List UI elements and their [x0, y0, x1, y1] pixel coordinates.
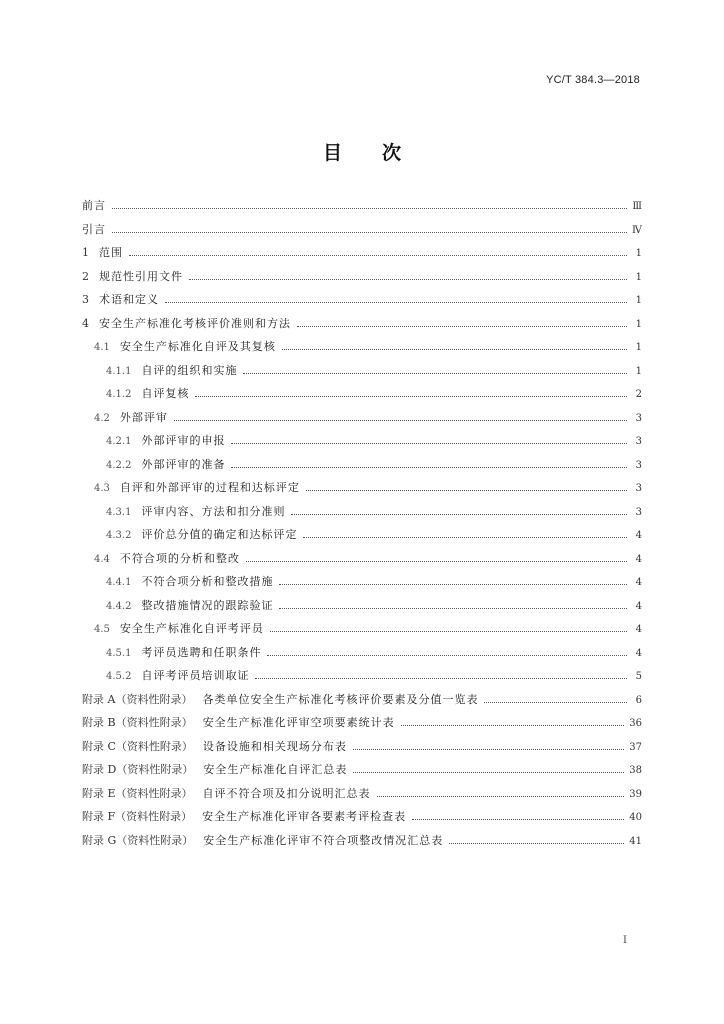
toc-leader-dots: [279, 583, 627, 585]
toc-entry-number: 附录 F（资料性附录）: [82, 810, 193, 823]
toc-entry-title: 自评和外部评审的过程和达标评定: [119, 481, 300, 494]
toc-entry-title: 术语和定义: [99, 293, 159, 306]
toc-leader-dots: [282, 348, 627, 350]
toc-entry-number: 4.5: [94, 624, 110, 635]
toc-entry-page: 4: [635, 624, 642, 635]
toc-entry[interactable]: [82, 644, 642, 668]
toc-entry[interactable]: [82, 338, 642, 362]
toc-entry-page: 2: [635, 389, 642, 400]
toc-entry-page: Ⅲ: [632, 201, 642, 212]
toc-entry-title: 外部评审: [119, 410, 168, 424]
toc-entry[interactable]: [82, 385, 642, 409]
toc-entry-page: 3: [635, 459, 642, 471]
toc-entry-page: 1: [635, 295, 642, 306]
toc-entry-number: 4.3.2: [106, 530, 132, 541]
toc-entry[interactable]: [82, 479, 642, 503]
toc-entry-title: 整改措施情况的跟踪验证: [141, 598, 274, 612]
toc-entry-number: 附录 A（资料性附录）: [82, 692, 193, 706]
toc-entry-number: 附录 E（资料性附录）: [82, 786, 193, 800]
toc-entry[interactable]: [82, 785, 642, 809]
toc-leader-dots: [112, 207, 627, 209]
toc-leader-dots: [291, 513, 627, 515]
toc-entry-title: 外部评审的准备: [141, 457, 226, 471]
toc-entry-title: 安全生产标准化自评及其复核: [119, 340, 276, 353]
toc-leader-dots: [412, 818, 624, 820]
toc-entry[interactable]: [82, 221, 642, 245]
toc-entry-title: 安全生产标准化考核评价准则和方法: [99, 316, 291, 330]
toc-entry-page: 1: [635, 271, 642, 283]
toc-entry[interactable]: [82, 597, 642, 621]
toc-entry-page: 1: [635, 365, 642, 377]
toc-entry-page: 41: [629, 835, 642, 847]
toc-entry-title: 自评考评员培训取证: [141, 669, 250, 682]
title-char-1: 目: [322, 142, 342, 164]
toc-leader-dots: [231, 466, 627, 468]
toc-entry[interactable]: [82, 291, 642, 315]
toc-entry-page: 38: [629, 765, 642, 776]
toc-entry-title: 自评不符合项及扣分说明汇总表: [202, 786, 371, 800]
toc-entry-title: 评审内容、方法和扣分准则: [141, 504, 286, 518]
toc-entry[interactable]: [82, 456, 642, 480]
toc-entry-number: 3: [82, 293, 89, 306]
toc-entry-title: 安全生产标准化自评考评员: [119, 622, 264, 635]
toc-entry[interactable]: [82, 244, 642, 268]
toc-entry-title: 评价总分值的确定和达标评定: [141, 528, 298, 541]
toc-entry-page: 6: [635, 694, 642, 706]
toc-leader-dots: [231, 442, 627, 444]
toc-entry[interactable]: [82, 526, 642, 550]
toc-entry-title: 不符合项分析和整改措施: [141, 575, 274, 588]
toc-entry-page: 1: [635, 248, 642, 259]
toc-leader-dots: [279, 607, 627, 609]
table-of-contents: [82, 197, 642, 855]
toc-entry[interactable]: [82, 691, 642, 715]
toc-entry[interactable]: [82, 362, 642, 386]
toc-entry-page: 40: [629, 812, 642, 823]
toc-entry-page: 4: [635, 553, 642, 565]
toc-leader-dots: [246, 560, 627, 562]
toc-entry-page: 3: [635, 436, 642, 447]
toc-entry-number: 附录 G（资料性附录）: [82, 833, 194, 847]
toc-entry-title: 外部评审的申报: [141, 434, 226, 447]
toc-entry-number: 附录 B（资料性附录）: [82, 716, 193, 729]
toc-entry-number: 4: [82, 316, 89, 330]
toc-entry[interactable]: [82, 620, 642, 644]
toc-entry[interactable]: [82, 573, 642, 597]
toc-leader-dots: [401, 724, 625, 726]
toc-entry-number: 4.1.2: [106, 389, 132, 400]
toc-entry-page: 36: [629, 718, 642, 729]
toc-entry-page: 1: [635, 318, 642, 330]
toc-leader-dots: [270, 630, 627, 632]
toc-entry[interactable]: [82, 550, 642, 574]
toc-entry[interactable]: [82, 409, 642, 433]
standard-code: YC/T 384.3—2018: [546, 74, 640, 86]
toc-leader-dots: [189, 278, 627, 280]
toc-leader-dots: [484, 701, 627, 703]
toc-entry-page: Ⅳ: [632, 224, 642, 236]
toc-entry-number: 4.3: [94, 483, 110, 494]
toc-entry-title: 前言: [82, 199, 106, 212]
toc-leader-dots: [255, 677, 627, 679]
page-title: [0, 138, 724, 165]
toc-entry-number: 4.5.2: [106, 671, 132, 682]
toc-leader-dots: [353, 748, 624, 750]
toc-entry-title: 安全生产标准化自评汇总表: [203, 763, 348, 776]
page-number: I: [623, 935, 627, 946]
toc-entry[interactable]: [82, 503, 642, 527]
toc-entry-page: 4: [635, 530, 642, 541]
toc-entry[interactable]: [82, 714, 642, 738]
toc-entry-page: 1: [635, 342, 642, 353]
toc-entry[interactable]: [82, 832, 642, 856]
toc-leader-dots: [297, 325, 627, 327]
toc-entry-title: 引言: [82, 222, 106, 236]
toc-entry-number: 附录 D（资料性附录）: [82, 763, 194, 776]
toc-leader-dots: [353, 771, 624, 773]
toc-entry-page: 4: [635, 577, 642, 588]
toc-entry-page: 3: [635, 506, 642, 518]
toc-leader-dots: [174, 419, 627, 421]
toc-entry-title: 自评复核: [141, 387, 190, 400]
toc-leader-dots: [165, 301, 627, 303]
toc-entry-title: 安全生产标准化评审各要素考评检查表: [202, 810, 407, 823]
toc-entry-page: 39: [629, 788, 642, 800]
toc-leader-dots: [195, 395, 627, 397]
toc-leader-dots: [112, 231, 627, 233]
toc-entry-title: 考评员选聘和任职条件: [141, 645, 262, 659]
toc-entry-number: 4.4.1: [106, 577, 132, 588]
toc-entry-page: 4: [635, 647, 642, 659]
toc-entry[interactable]: [82, 738, 642, 762]
toc-entry-title: 范围: [99, 246, 123, 259]
toc-entry-title: 安全生产标准化评审空项要素统计表: [202, 716, 395, 729]
toc-entry-title: 各类单位安全生产标准化考核评价要素及分值一览表: [202, 692, 479, 706]
toc-entry-title: 安全生产标准化评审不符合项整改情况汇总表: [203, 833, 444, 847]
toc-entry-number: 2: [82, 269, 89, 283]
toc-entry-number: 1: [82, 246, 89, 259]
toc-entry-page: 5: [635, 671, 642, 682]
toc-entry-number: 4.4: [94, 553, 110, 565]
toc-entry-title: 不符合项的分析和整改: [119, 551, 240, 565]
toc-entry-page: 4: [635, 600, 642, 612]
toc-entry-number: 4.2.1: [106, 436, 132, 447]
toc-leader-dots: [267, 654, 627, 656]
toc-entry-page: 3: [635, 412, 642, 424]
toc-entry-page: 37: [629, 741, 642, 753]
toc-leader-dots: [303, 536, 627, 538]
title-char-2: 次: [382, 142, 402, 164]
toc-entry-number: 4.2: [94, 412, 110, 424]
toc-entry[interactable]: [82, 268, 642, 292]
toc-entry-number: 4.3.1: [106, 506, 132, 518]
toc-entry[interactable]: [82, 761, 642, 785]
toc-entry-title: 设备设施和相关现场分布表: [202, 739, 347, 753]
toc-entry-number: 4.5.1: [106, 647, 132, 659]
toc-entry-title: 自评的组织和实施: [141, 363, 238, 377]
toc-entry[interactable]: [82, 197, 642, 221]
toc-entry-number: 4.4.2: [106, 600, 132, 612]
toc-leader-dots: [449, 842, 624, 844]
toc-leader-dots: [243, 372, 627, 374]
toc-entry-number: 4.1: [94, 342, 110, 353]
toc-entry[interactable]: [82, 667, 642, 691]
toc-entry[interactable]: [82, 315, 642, 339]
toc-leader-dots: [129, 254, 627, 256]
toc-entry-number: 附录 C（资料性附录）: [82, 739, 193, 753]
toc-leader-dots: [306, 489, 627, 491]
toc-entry[interactable]: [82, 808, 642, 832]
toc-entry-number: 4.2.2: [106, 459, 132, 471]
toc-leader-dots: [377, 795, 625, 797]
toc-entry[interactable]: [82, 432, 642, 456]
toc-entry-page: 3: [635, 483, 642, 494]
toc-entry-number: 4.1.1: [106, 365, 132, 377]
toc-entry-title: 规范性引用文件: [99, 269, 183, 283]
